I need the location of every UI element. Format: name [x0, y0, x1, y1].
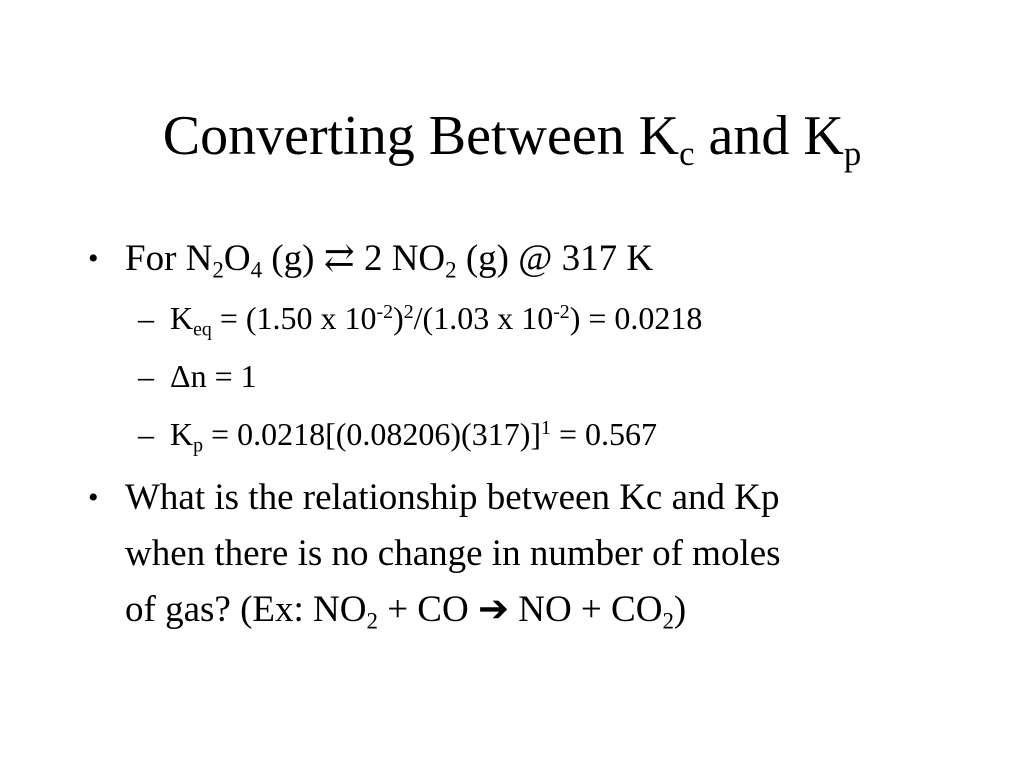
dash-marker: –	[138, 358, 154, 394]
question-text: )	[673, 589, 687, 630]
arrow-right-icon: ➔	[477, 589, 509, 630]
question-line-3	[125, 587, 965, 643]
question-text: of gas? (Ex: NO	[125, 589, 367, 630]
subbullet-delta-n	[138, 356, 257, 396]
bullet-text: O	[223, 238, 251, 279]
question-text: NO + CO	[508, 589, 663, 630]
subbullet-text: K	[170, 416, 194, 452]
subbullet-text: Δn = 1	[170, 358, 257, 394]
subbullet-text: = 0.0218[(0.08206)(317)]	[203, 416, 542, 452]
title-subscript-c: c	[679, 134, 695, 174]
dash-marker: –	[138, 416, 154, 452]
subscript: 4	[250, 257, 263, 283]
superscript: 1	[541, 417, 551, 440]
subbullet-text: /(1.03 x 10	[413, 300, 554, 336]
subbullet-text: = (1.50 x 10	[211, 300, 377, 336]
dash-marker: –	[138, 300, 154, 336]
subbullet-text: ) = 0.0218	[569, 300, 703, 336]
bullet-question	[88, 475, 965, 643]
subbullet-keq	[138, 298, 703, 341]
subscript: p	[193, 434, 204, 457]
question-text: when there is no change in number of moles	[125, 533, 781, 574]
bullet-reaction	[88, 236, 654, 283]
question-text: What is the relationship between Kc and Kp	[125, 477, 780, 518]
subscript: eq	[193, 318, 212, 341]
title-text: Converting Between K	[162, 105, 680, 167]
subbullet-kp	[138, 414, 657, 457]
subbullet-text: = 0.567	[550, 416, 657, 452]
superscript: -2	[553, 301, 570, 324]
bullet-dot: •	[88, 481, 99, 514]
bullet-text: For N	[125, 238, 213, 279]
subbullet-text: )	[393, 300, 404, 336]
subbullet-text: K	[170, 300, 194, 336]
title-subscript-p: p	[843, 134, 862, 174]
bullet-dot: •	[88, 242, 99, 275]
superscript: 2	[403, 301, 414, 324]
slide-title	[0, 98, 1024, 174]
subscript: 2	[662, 608, 674, 634]
question-line-2	[125, 531, 965, 587]
subscript: 2	[445, 257, 457, 283]
bullet-text: (g) @ 317 K	[456, 238, 654, 279]
title-text-and: and K	[694, 105, 844, 167]
question-line-1	[125, 475, 965, 531]
subscript: 2	[212, 257, 224, 283]
superscript: -2	[376, 301, 394, 324]
subscript: 2	[366, 608, 378, 634]
question-text: + CO	[377, 589, 478, 630]
bullet-text: (g) ⇄ 2 NO	[262, 238, 446, 279]
